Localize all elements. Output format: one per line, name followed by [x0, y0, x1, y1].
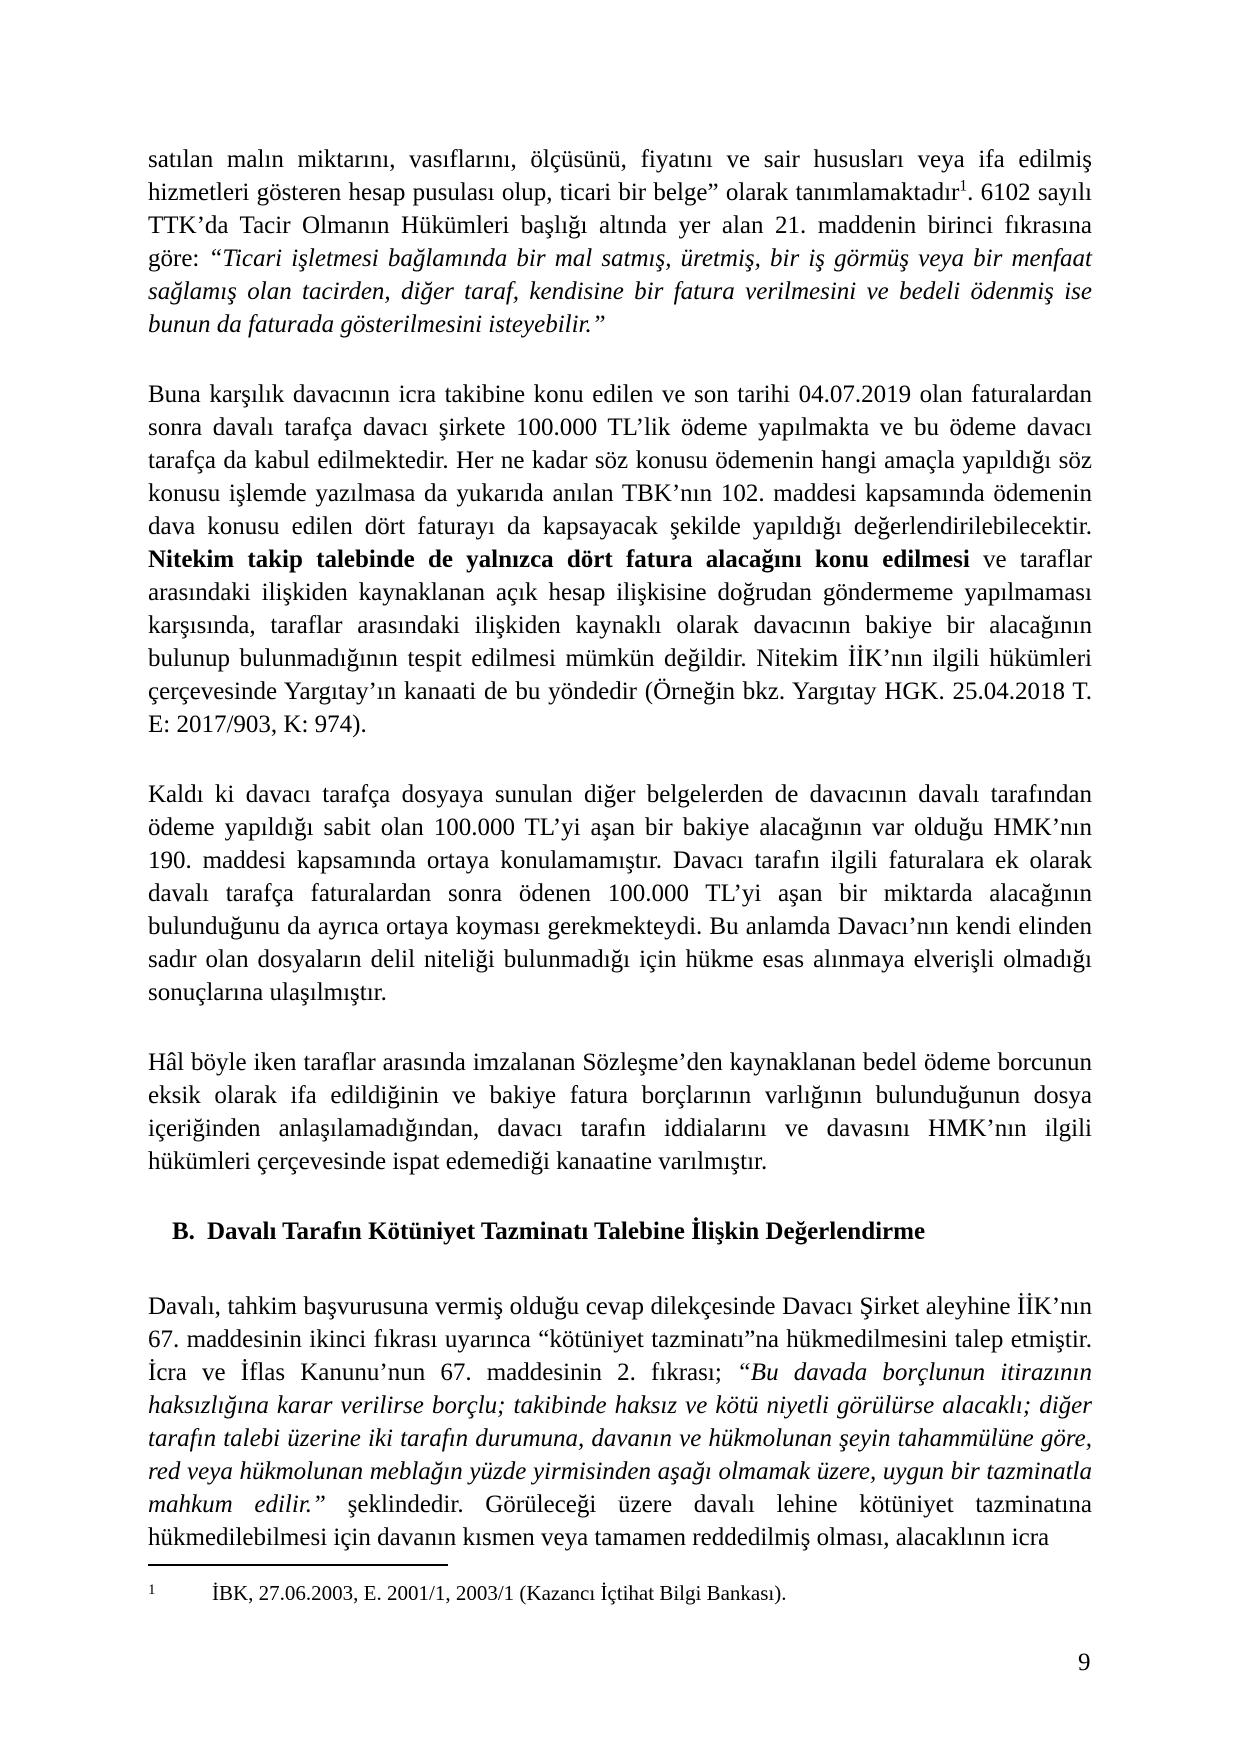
footnote-section [148, 1564, 1092, 1606]
body-text: ve taraflar arasındaki ilişkiden kaynaklanan açık hesap ilişkisine doğrudan göndermeme yapılmaması karşısında, taraflar arasındaki ilişkiden kaynaklı olarak davacının bakiye bir alacağının bulunup bulunmadığının tespit edilmesi mümkün değildir. Nitekim İİK’nın ilgili hükümleri çerçevesinde Yargıtay’ın kanaati de bu yöndedir (Örneğin bkz. Yargıtay HGK. 25.04.2018 T. E: 2017/903, K: 974). [148, 546, 1092, 738]
body-text: . 6102 sayılı TTK’da Tacir Olmanın Hükümleri başlığı altında yer alan 21. maddenin birinci fıkrasına göre: [148, 179, 1092, 272]
body-text: Kaldı ki davacı tarafça dosyaya sunulan diğer belgelerden de davacının davalı tarafından ödeme yapıldığı sabit olan 100.000 TL’yi aşan bir bakiye alacağının var olduğu HMK’nın 190. maddesi kapsamında ortaya konulamamıştır. Davacı tarafın ilgili faturalara ek olarak davalı tarafça faturalardan sonra ödenen 100.000 TL’yi aşan bir miktarda alacağının bulunduğunu da ayrıca ortaya koyması gerekmekteydi. Bu anlamda Davacı’nın kendi elinden sadır olan dosyaların delil niteliği bulunmadığı için hükme esas alınmaya elverişli olmadığı sonuçlarına ulaşılmıştır. [148, 781, 1092, 1006]
footnote-reference: 1 [959, 177, 968, 195]
body-text: şeklindedir. Görüleceği üzere davalı lehine kötüniyet tazminatına hükmedilebilmesi için davanın kısmen veya tamamen reddedilmiş olması, alacaklının icra [148, 1491, 1093, 1551]
body-text: Davalı, tahkim başvurusuna vermiş olduğu cevap dilekçesinde Davacı Şirket aleyhine İİK’nın 67. maddesinin ikinci fıkrası uyarınca “kötüniyet tazminatı”na hükmedilmesini talep etmiştir. İcra ve İflas Kanunu’nun 67. maddesinin 2. fıkrası; [148, 1293, 1092, 1386]
body-text: Hâl böyle iken taraflar arasında imzalanan Sözleşme’den kaynaklanan bedel ödeme borcunun eksik olarak ifa edildiğinin ve bakiye fatura borçlarının varlığının bulunduğunun dosya içeriğinden anlaşılamadığından, davacı tarafın iddialarını ve davasını HMK’nın ilgili hükümleri çerçevesinde ispat edemediği kanaatine varılmıştır. [148, 1049, 1092, 1175]
paragraph-invoice-definition [148, 143, 1092, 341]
section-heading-b [148, 1215, 1092, 1248]
paragraph-conclusion [148, 1046, 1092, 1178]
statute-quote-iik-67: “Bu davada borçlunun itirazının haksızlığına karar verilirse borçlu; takibinde haksız ve kötü niyetli görülürse alacaklı; diğer tarafın talebi üzerine iki tarafın durumuna, davanın ve hükmolunan şeyin tahammülüne göre, red veya hükmolunan meblağın yüzde yirmisinden aşağı olmamak üzere, uygun bir tazminatla mahkum edilir.” [148, 1359, 1092, 1518]
section-heading-label: B. [172, 1218, 195, 1245]
footnote-entry [148, 1577, 1092, 1606]
emphasized-finding-text: Nitekim takip talebinde de yalnızca dört fatura alacağını konu edilmesi [148, 546, 970, 573]
page-body [148, 143, 1092, 1591]
paragraph-payment-assessment [148, 378, 1092, 741]
paragraph-burden-of-proof [148, 778, 1092, 1009]
section-heading-title: Davalı Tarafın Kötüniyet Tazminatı Talebine İlişkin Değerlendirme [206, 1218, 926, 1245]
footnote-text: İBK, 27.06.2003, E. 2001/1, 2003/1 (Kazancı İçtihat Bilgi Bankası). [212, 1581, 787, 1605]
footnote-separator-line [148, 1564, 448, 1566]
body-text: satılan malın miktarını, vasıflarını, ölçüsünü, fiyatını ve sair hususları veya ifa edilmiş hizmetleri gösteren hesap pusulası olup, ticari bir belge” olarak tanımlamaktadır [148, 146, 1092, 206]
page-number: 9 [1078, 1649, 1091, 1676]
statute-quote-ttk-21: “Ticari işletmesi bağlamında bir mal satmış, üretmiş, bir iş görmüş veya bir menfaat sağlamış olan tacirden, diğer taraf, kendisine bir fatura verilmesini ve bedeli ödenmiş ise bunun da faturada gösterilmesini isteyebilir.” [148, 245, 1092, 338]
paragraph-bad-faith-compensation [148, 1290, 1092, 1554]
footnote-number: 1 [148, 1582, 156, 1598]
body-text: Buna karşılık davacının icra takibine konu edilen ve son tarihi 04.07.2019 olan faturalardan sonra davalı tarafça davacı şirkete 100.000 TL’lik ödeme yapılmakta ve bu ödeme davacı tarafça da kabul edilmektedir. Her ne kadar söz konusu ödemenin hangi amaçla yapıldığı söz konusu işlemde yazılmasa da yukarıda anılan TBK’nın 102. maddesi kapsamında ödemenin dava konusu edilen dört faturayı da kapsayacak şekilde yapıldığı değerlendirilebilecektir. [148, 381, 1092, 540]
